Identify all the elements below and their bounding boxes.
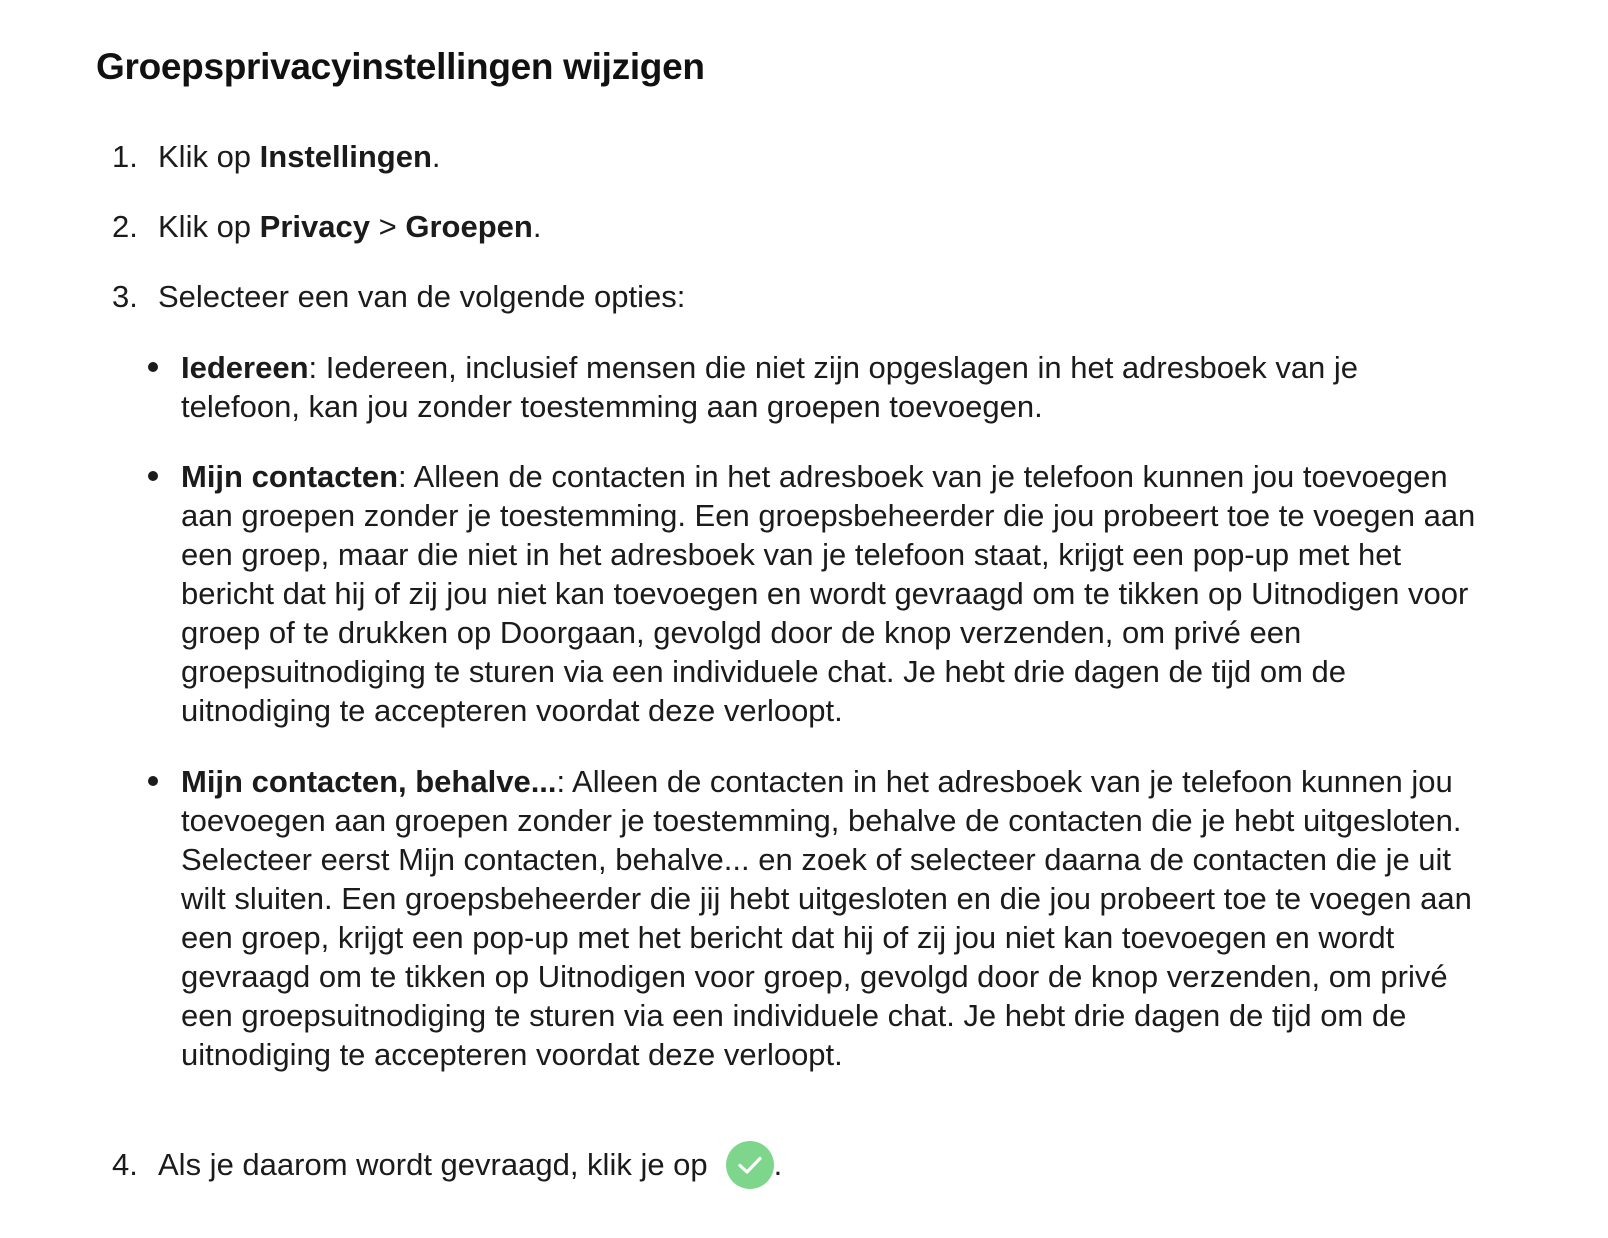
step-punctuation: . [431, 139, 441, 174]
step-1 [112, 137, 441, 177]
step-text: Selecteer een van de volgende opties: [158, 279, 686, 314]
option-my-contacts-except [181, 762, 1481, 1074]
option-description: : Iedereen, inclusief mensen die niet zijn opgeslagen in het adresboek van je telefoon, kan jou zonder toestemming aan groepen toevoegen. [181, 350, 1359, 424]
option-description: : Alleen de contacten in het adresboek van je telefoon kunnen jou toevoegen aan groepen zonder je toestemming. Een groepsbeheerder die jou probeert toe te voegen aan een groep, maar die niet in het adresboek van je telefoon staat, krijgt een pop-up met het bericht dat hij of zij jou niet kan toevoegen en wordt gevraagd om te tikken op Uitnodigen voor groep of te drukken op Doorgaan, gevolgd door de knop verzenden, om privé een groepsuitnodiging te sturen via een individuele chat. Je hebt drie dagen de tijd om de uitnodiging te accepteren voordat deze verloopt. [181, 459, 1476, 728]
step-text: Klik op [158, 139, 260, 174]
settings-label: Instellingen [259, 139, 432, 174]
groups-label: Groepen [405, 209, 533, 244]
option-label: Iedereen [181, 350, 309, 385]
option-label: Mijn contacten [181, 459, 399, 494]
step-text: Als je daarom wordt gevraagd, klik je op [158, 1147, 708, 1183]
checkmark-circle-icon [726, 1141, 774, 1189]
page-title: Groepsprivacyinstellingen wijzigen [96, 46, 705, 87]
option-everyone [181, 348, 1481, 426]
path-separator: > [370, 209, 406, 244]
step-4 [112, 1143, 782, 1191]
step-number: 3. [112, 279, 138, 314]
privacy-label: Privacy [259, 209, 370, 244]
step-2 [112, 207, 541, 247]
bullet-dot [148, 776, 158, 786]
option-label: Mijn contacten, behalve... [181, 764, 557, 799]
step-punctuation: . [773, 1147, 783, 1183]
option-description: : Alleen de contacten in het adresboek van je telefoon kunnen jou toevoegen aan groepen zonder je toestemming, behalve de contacten die je hebt uitgesloten. Selecteer eerst Mijn contacten, behalve... en zoek of selecteer daarna de contacten die je uit wilt sluiten. Een groepsbeheerder die jij hebt uitgesloten en die jou probeert toe te voegen aan een groep, krijgt een pop-up met het bericht dat hij of zij jou niet kan toevoegen en wordt gevraagd om te tikken op Uitnodigen voor groep, gevolgd door de knop verzenden, om privé een groepsuitnodiging te sturen via een individuele chat. Je hebt drie dagen de tijd om de uitnodiging te accepteren voordat deze verloopt. [181, 764, 1472, 1072]
step-punctuation: . [532, 209, 542, 244]
step-number: 1. [112, 139, 138, 174]
option-my-contacts [181, 457, 1481, 730]
step-number: 2. [112, 209, 138, 244]
bullet-dot [148, 471, 158, 481]
step-number: 4. [112, 1147, 138, 1183]
bullet-dot [148, 362, 158, 372]
step-3 [112, 277, 685, 317]
step-text: Klik op [158, 209, 260, 244]
